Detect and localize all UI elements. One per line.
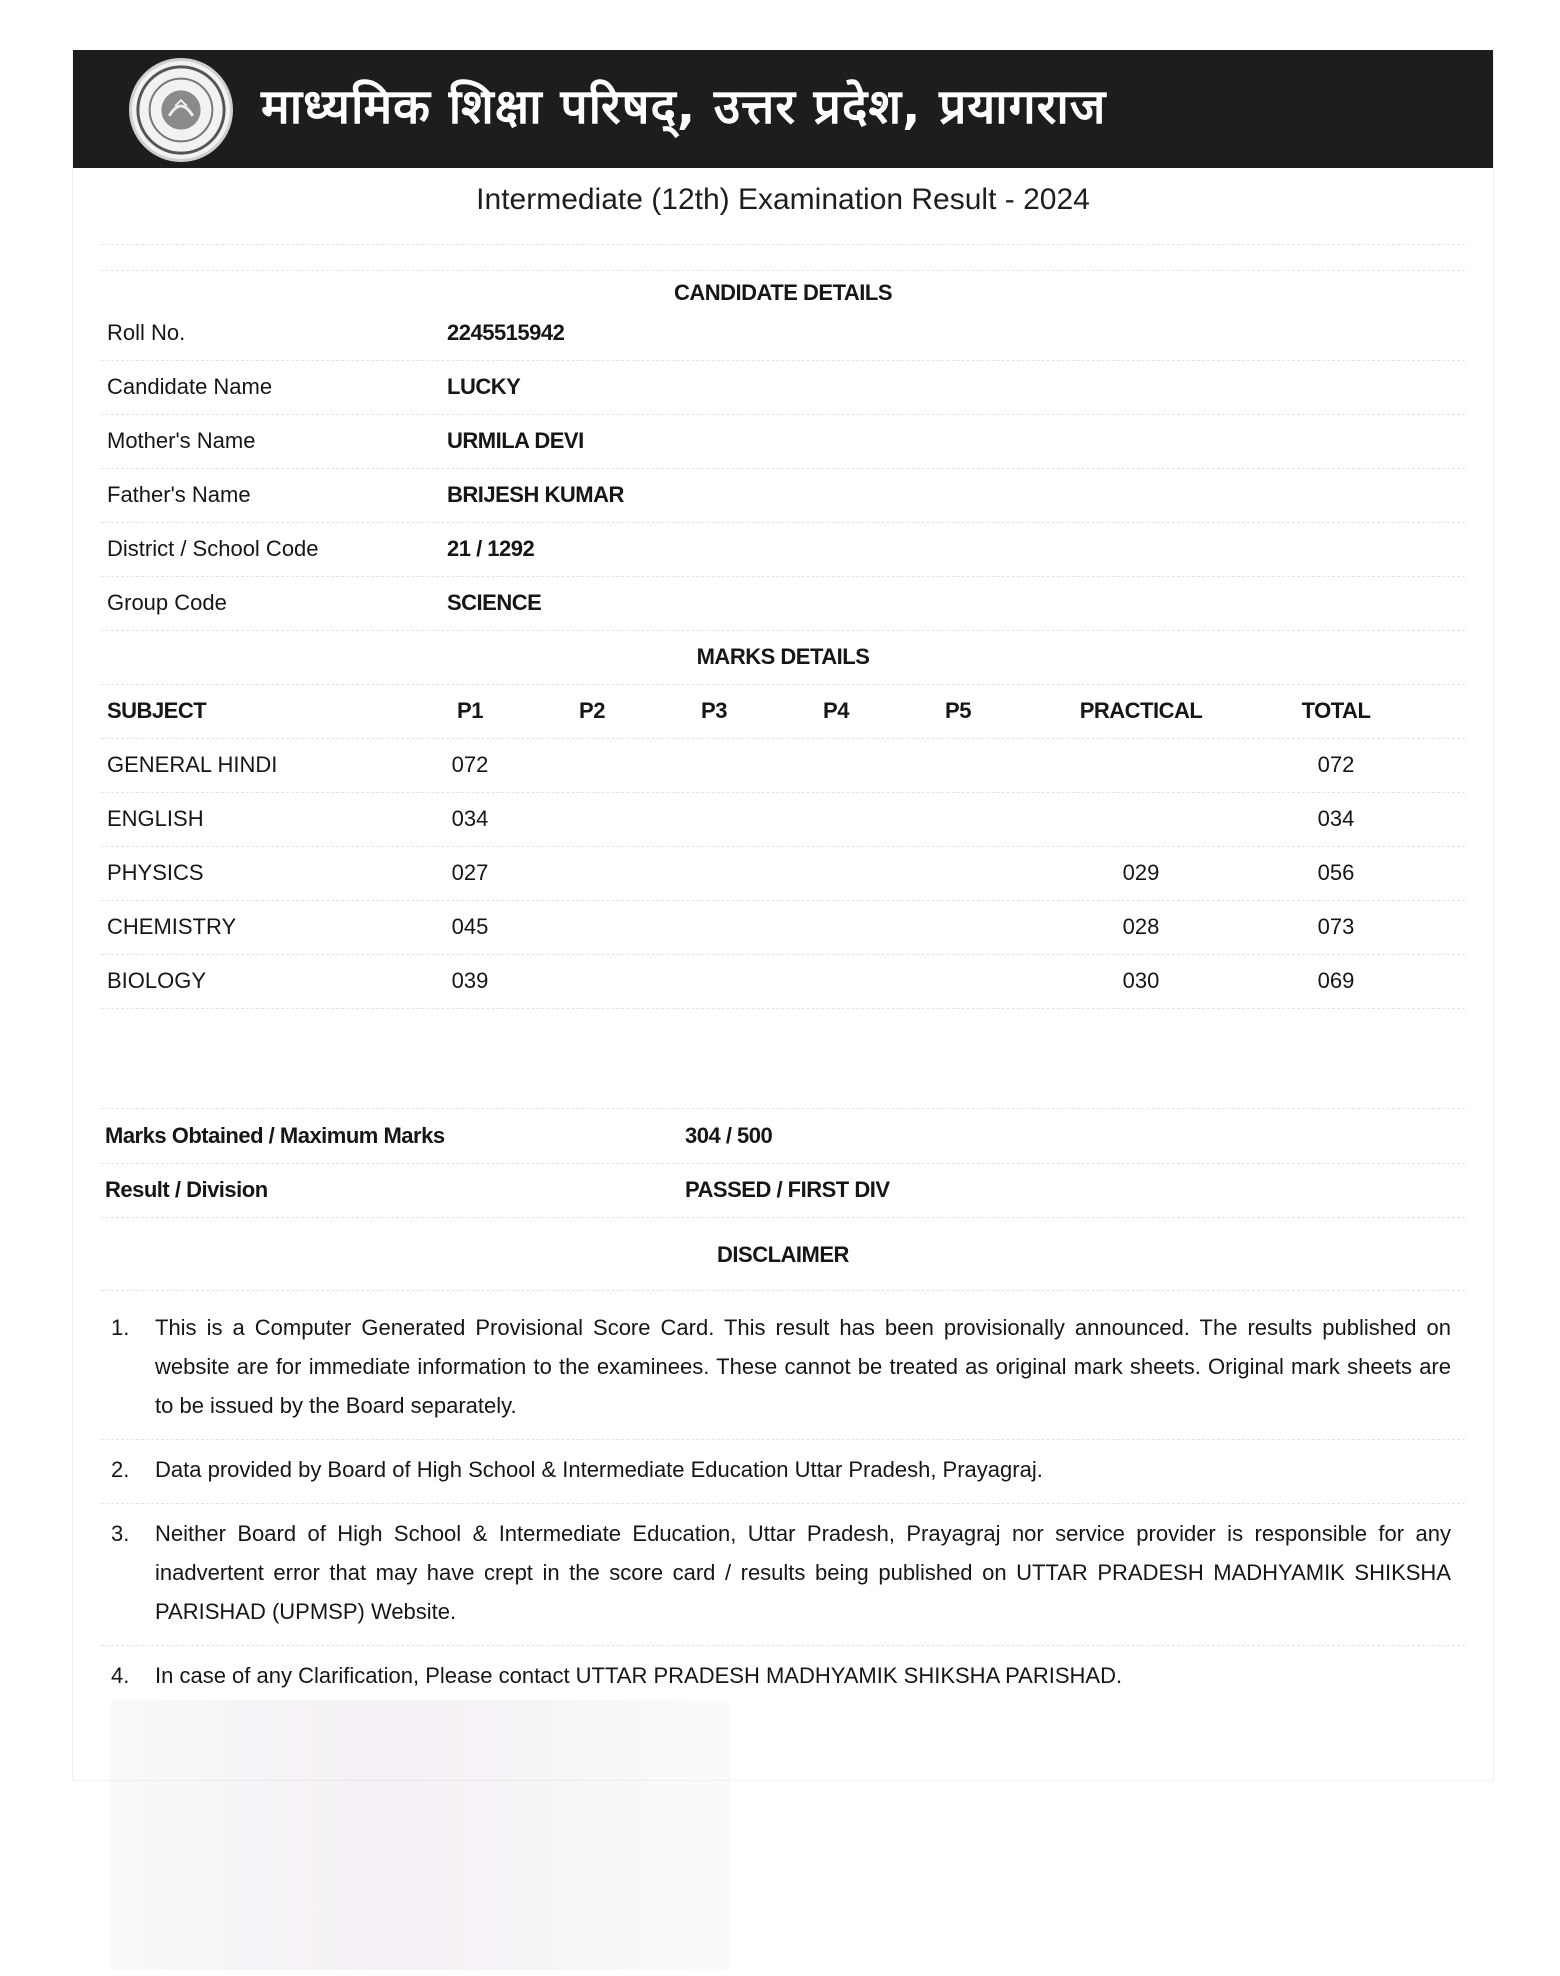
marks-summary-row xyxy=(101,1109,1465,1164)
total-cell: 056 xyxy=(1317,860,1355,885)
p5-cell xyxy=(919,846,997,900)
field-value: URMILA DEVI xyxy=(447,428,584,453)
candidate-details-heading: CANDIDATE DETAILS xyxy=(673,280,892,305)
disclaimer-list xyxy=(101,1298,1465,1709)
total-cell: 073 xyxy=(1317,914,1355,939)
divider xyxy=(101,244,1465,245)
table-row xyxy=(101,954,1465,1009)
result-summary-row xyxy=(101,1163,1465,1218)
field-value: SCIENCE xyxy=(447,590,542,615)
candidate-row-father xyxy=(101,468,1465,523)
board-name-hindi: माध्यमिक शिक्षा परिषद्, उत्तर प्रदेश, प्रयागराज xyxy=(261,79,1107,135)
marks-table-header xyxy=(101,684,1465,739)
subject-cell: BIOLOGY xyxy=(107,968,207,993)
p5-cell xyxy=(919,954,997,1008)
table-row xyxy=(101,846,1465,901)
item-number: 1. xyxy=(111,1315,130,1340)
p4-cell xyxy=(797,846,875,900)
practical-cell: 028 xyxy=(1122,914,1160,939)
practical-cell xyxy=(1056,738,1226,792)
p1-cell: 072 xyxy=(451,752,489,777)
p2-cell xyxy=(553,846,631,900)
total-cell: 034 xyxy=(1317,806,1355,831)
p4-cell xyxy=(797,954,875,1008)
field-label: Roll No. xyxy=(107,320,186,345)
table-row xyxy=(101,792,1465,847)
total-cell: 069 xyxy=(1317,968,1355,993)
total-cell: 072 xyxy=(1317,752,1355,777)
subject-cell: PHYSICS xyxy=(107,860,204,885)
list-item xyxy=(101,1440,1465,1504)
subject-cell: GENERAL HINDI xyxy=(107,752,278,777)
p1-cell: 034 xyxy=(451,806,489,831)
p4-cell xyxy=(797,792,875,846)
list-item xyxy=(101,1504,1465,1646)
p5-cell xyxy=(919,900,997,954)
item-text: In case of any Clarification, Please contact UTTAR PRADESH MADHYAMIK SHIKSHA PARISHAD. xyxy=(155,1663,1123,1688)
column-header: P2 xyxy=(579,698,605,723)
candidate-row-district xyxy=(101,522,1465,577)
p4-cell xyxy=(797,738,875,792)
table-row xyxy=(101,900,1465,955)
p3-cell xyxy=(675,846,753,900)
item-number: 3. xyxy=(111,1521,130,1546)
p2-cell xyxy=(553,792,631,846)
subject-cell: CHEMISTRY xyxy=(107,914,237,939)
board-seal-logo xyxy=(129,58,233,162)
field-value: LUCKY xyxy=(447,374,521,399)
candidate-row-roll xyxy=(101,306,1465,361)
field-value: 2245515942 xyxy=(447,320,565,345)
practical-cell: 029 xyxy=(1122,860,1160,885)
practical-cell xyxy=(1056,792,1226,846)
column-header: P3 xyxy=(701,698,727,723)
disclaimer-heading: DISCLAIMER xyxy=(101,1220,1465,1291)
item-number: 2. xyxy=(111,1457,130,1482)
p1-cell: 045 xyxy=(451,914,489,939)
candidate-row-group xyxy=(101,576,1465,631)
p3-cell xyxy=(675,738,753,792)
column-header: P5 xyxy=(945,698,971,723)
table-row xyxy=(101,738,1465,793)
p2-cell xyxy=(553,954,631,1008)
candidate-row-name xyxy=(101,360,1465,415)
subject-cell: ENGLISH xyxy=(107,806,204,831)
marks-details-heading: MARKS DETAILS xyxy=(101,630,1465,685)
marks-obtained-value: 304 / 500 xyxy=(685,1123,773,1148)
p2-cell xyxy=(553,900,631,954)
field-value: 21 / 1292 xyxy=(447,536,535,561)
divider xyxy=(101,270,1465,271)
list-item xyxy=(101,1298,1465,1440)
result-division-label: Result / Division xyxy=(105,1177,268,1202)
p4-cell xyxy=(797,900,875,954)
field-label: Father's Name xyxy=(107,482,251,507)
item-text: This is a Computer Generated Provisional Score Card. This result has been provisionally announced. The results published on website are for immediate information to the examinees. These cannot be treated as original mark sheets. Original mark sheets are to be issued by the Board separately. xyxy=(155,1315,1451,1418)
p5-cell xyxy=(919,792,997,846)
p3-cell xyxy=(675,954,753,1008)
item-text: Data provided by Board of High School & Intermediate Education Uttar Pradesh, Prayagraj. xyxy=(155,1457,1043,1482)
p3-cell xyxy=(675,900,753,954)
practical-cell: 030 xyxy=(1122,968,1160,993)
score-card xyxy=(72,50,1494,1781)
field-label: Mother's Name xyxy=(107,428,256,453)
p5-cell xyxy=(919,738,997,792)
column-header: P1 xyxy=(457,698,483,723)
p1-cell: 027 xyxy=(451,860,489,885)
p1-cell: 039 xyxy=(451,968,489,993)
marks-obtained-label: Marks Obtained / Maximum Marks xyxy=(105,1123,445,1148)
scan-bleed-through xyxy=(110,1700,730,1970)
p2-cell xyxy=(553,738,631,792)
field-label: Candidate Name xyxy=(107,374,273,399)
candidate-row-mother xyxy=(101,414,1465,469)
column-header: TOTAL xyxy=(1301,698,1371,723)
page-title: Intermediate (12th) Examination Result - 2024 xyxy=(476,183,1090,216)
field-value: BRIJESH KUMAR xyxy=(447,482,624,507)
column-header: SUBJECT xyxy=(107,698,207,723)
field-label: Group Code xyxy=(107,590,227,615)
item-number: 4. xyxy=(111,1663,130,1688)
field-label: District / School Code xyxy=(107,536,319,561)
result-division-value: PASSED / FIRST DIV xyxy=(685,1177,890,1202)
item-text: Neither Board of High School & Intermediate Education, Uttar Pradesh, Prayagraj nor service provider is responsible for any inadvertent error that may have crept in the score card / results being published on UTTAR PRADESH MADHYAMIK SHIKSHA PARISHAD (UPMSP) Website. xyxy=(155,1521,1451,1624)
header-banner xyxy=(73,50,1493,168)
column-header: PRACTICAL xyxy=(1079,698,1203,723)
p3-cell xyxy=(675,792,753,846)
column-header: P4 xyxy=(823,698,849,723)
